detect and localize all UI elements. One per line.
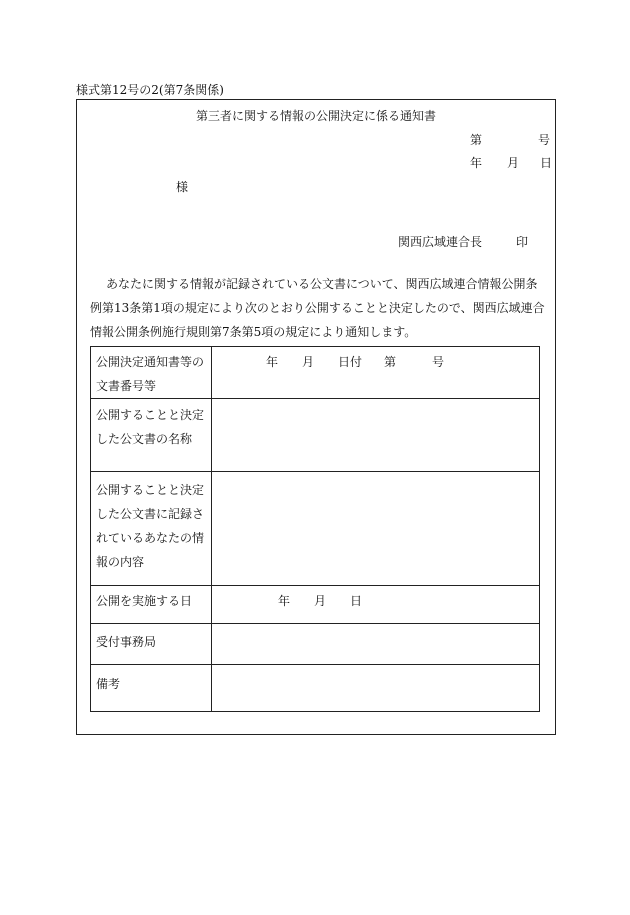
body-line-1: あなたに関する情報が記録されている公文書について、関西広域連合情報公開条 xyxy=(106,277,538,291)
row-disclosure-date-label: 公開を実施する日 xyxy=(96,594,193,608)
row-recorded-info-value[interactable] xyxy=(212,472,539,585)
number-suffix: 号 xyxy=(538,133,551,147)
row-document-number-year: 年 xyxy=(266,355,279,369)
table-border-left xyxy=(90,346,91,712)
row-reception-office-label: 受付事務局 xyxy=(96,635,157,649)
table-border-right xyxy=(539,346,540,712)
row-disclosure-date-day: 日 xyxy=(350,594,363,608)
date-year: 年 xyxy=(470,156,483,170)
row-recorded-info-label: 公開することと決定 した公文書に記録さ れているあなたの情 報の内容 xyxy=(96,483,205,569)
row-disclosure-date-value[interactable] xyxy=(212,586,539,623)
sender-name: 関西広域連合長 xyxy=(398,235,483,249)
row-reception-office-value[interactable] xyxy=(212,624,539,664)
form-code: 様式第12号の2(第7条関係) xyxy=(76,83,224,97)
table-border-bottom xyxy=(90,711,540,712)
date-month: 月 xyxy=(507,156,520,170)
body-line-3: 情報公開条例施行規則第7条第5項の規定により通知します。 xyxy=(90,325,417,339)
row-remarks-label: 備考 xyxy=(96,677,121,691)
document-title: 第三者に関する情報の公開決定に係る通知書 xyxy=(196,109,437,123)
row-document-number-month: 月 xyxy=(302,355,315,369)
row-disclosed-document-name-value[interactable] xyxy=(212,399,539,471)
row-disclosure-date-year: 年 xyxy=(278,594,291,608)
number-prefix: 第 xyxy=(470,133,483,147)
row-document-number-prefix: 第 xyxy=(384,355,397,369)
row-document-number-suffix: 号 xyxy=(432,355,445,369)
row-document-number-dated: 日付 xyxy=(338,355,363,369)
addressee-suffix: 様 xyxy=(176,180,189,194)
row-remarks-value[interactable] xyxy=(212,665,539,711)
row-document-number-value[interactable] xyxy=(212,347,539,398)
row-document-number-label: 公開決定通知書等の 文書番号等 xyxy=(96,355,205,393)
date-day: 日 xyxy=(540,156,553,170)
row-disclosed-document-name-label: 公開することと決定 した公文書の名称 xyxy=(96,408,205,446)
row-disclosure-date-month: 月 xyxy=(314,594,327,608)
body-line-2: 例第13条第1項の規定により次のとおり公開することと決定したので、関西広域連合 xyxy=(90,301,545,315)
sender-seal: 印 xyxy=(516,235,529,249)
